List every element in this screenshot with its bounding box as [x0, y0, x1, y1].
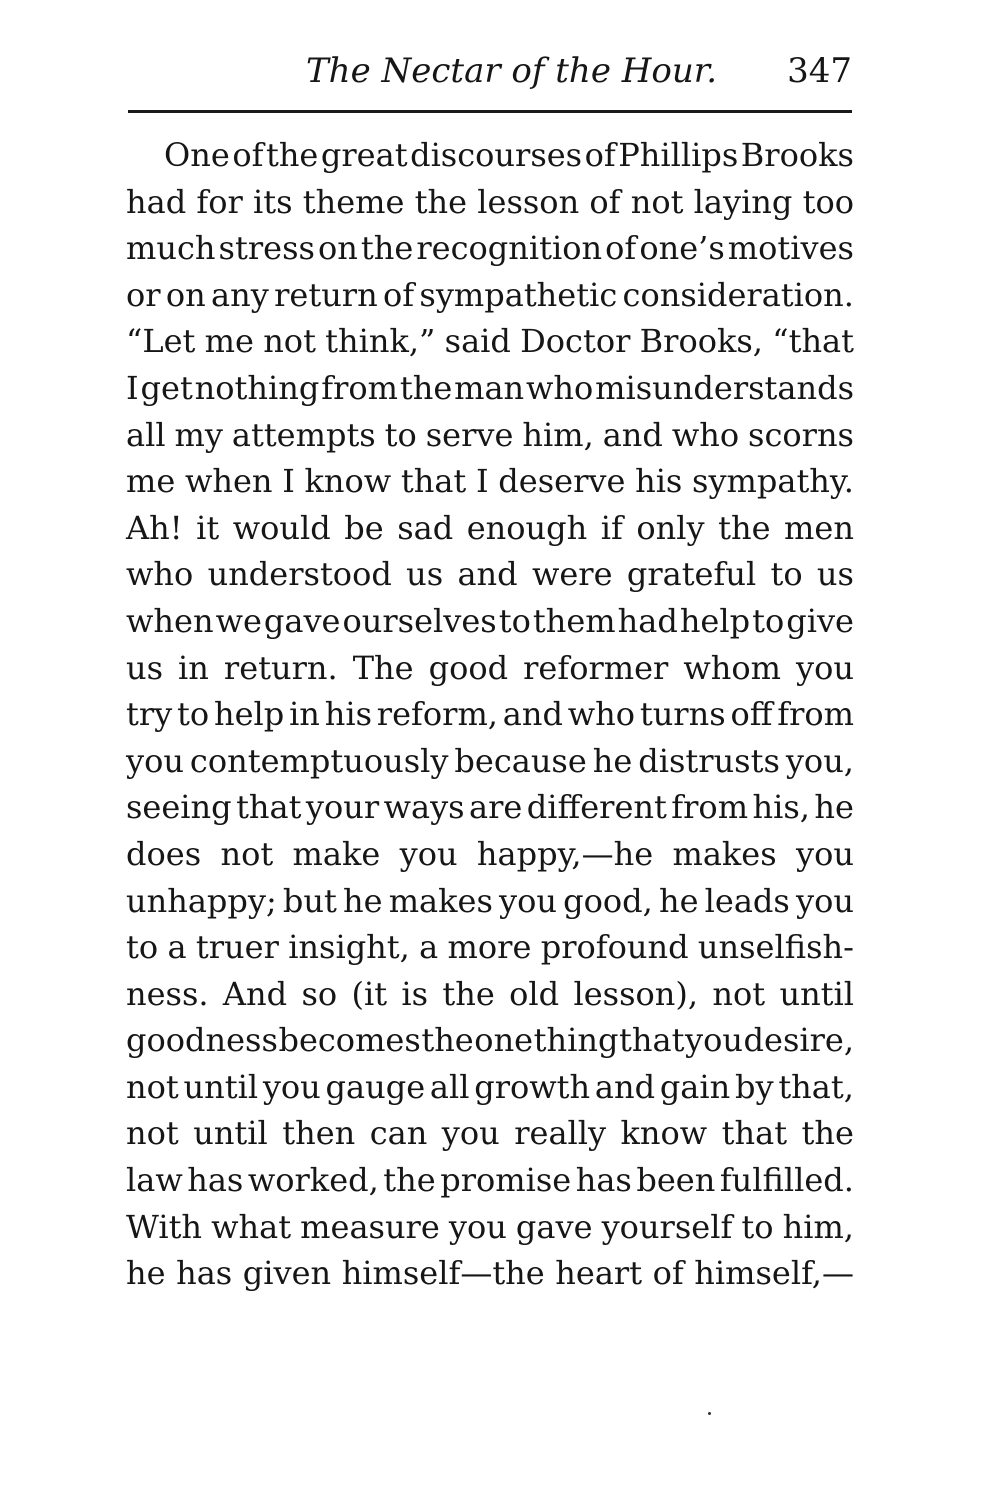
text-line: you contemptuously because he distrusts you, [126, 741, 854, 780]
header-rule [128, 110, 852, 113]
text-line: when we gave ourselves to them had help to give [126, 601, 854, 640]
text-line: One of the great discourses of Phillips Brooks [164, 136, 854, 174]
text-line: had for its theme the lesson of not laying too [126, 182, 854, 221]
text-line: I get nothing from the man who misunderstands [126, 368, 854, 407]
text-line: ness. And so (it is the old lesson), not until [126, 974, 854, 1013]
running-head [128, 46, 852, 96]
text-line: goodness becomes the one thing that you desire, [126, 1021, 854, 1060]
text-line: he has given himself—the heart of himself,— [126, 1254, 854, 1293]
print-speck [708, 1412, 711, 1415]
text-line: not until you gauge all growth and gain by that, [126, 1067, 854, 1106]
body-text [126, 132, 854, 1297]
text-line: “Let me not think,” said Doctor Brooks, “that [126, 322, 854, 361]
text-line: does not make you happy,—he makes you [126, 834, 854, 873]
text-line: to a truer insight, a more profound unselfish- [126, 928, 854, 967]
text-line: or on any return of sympathetic consideration. [126, 275, 854, 314]
text-line: unhappy; but he makes you good, he leads you [126, 881, 854, 920]
text-line: much stress on the recognition of one’s motives [126, 229, 854, 268]
page-number: 347 [787, 51, 852, 91]
text-line: not until then can you really know that the [126, 1114, 854, 1153]
running-title: The Nectar of the Hour. [306, 51, 718, 91]
text-line: try to help in his reform, and who turns off from [126, 695, 854, 734]
text-line: me when I know that I deserve his sympathy. [126, 462, 854, 501]
text-line: seeing that your ways are different from his, he [126, 788, 854, 827]
text-line: With what measure you gave yourself to him, [126, 1207, 854, 1246]
text-line: us in return. The good reformer whom you [126, 648, 854, 687]
text-line: law has worked, the promise has been fulfilled. [126, 1161, 854, 1200]
text-line: who understood us and were grateful to us [126, 555, 854, 594]
text-line: Ah! it would be sad enough if only the men [126, 508, 854, 547]
text-line: all my attempts to serve him, and who scorns [126, 415, 854, 454]
